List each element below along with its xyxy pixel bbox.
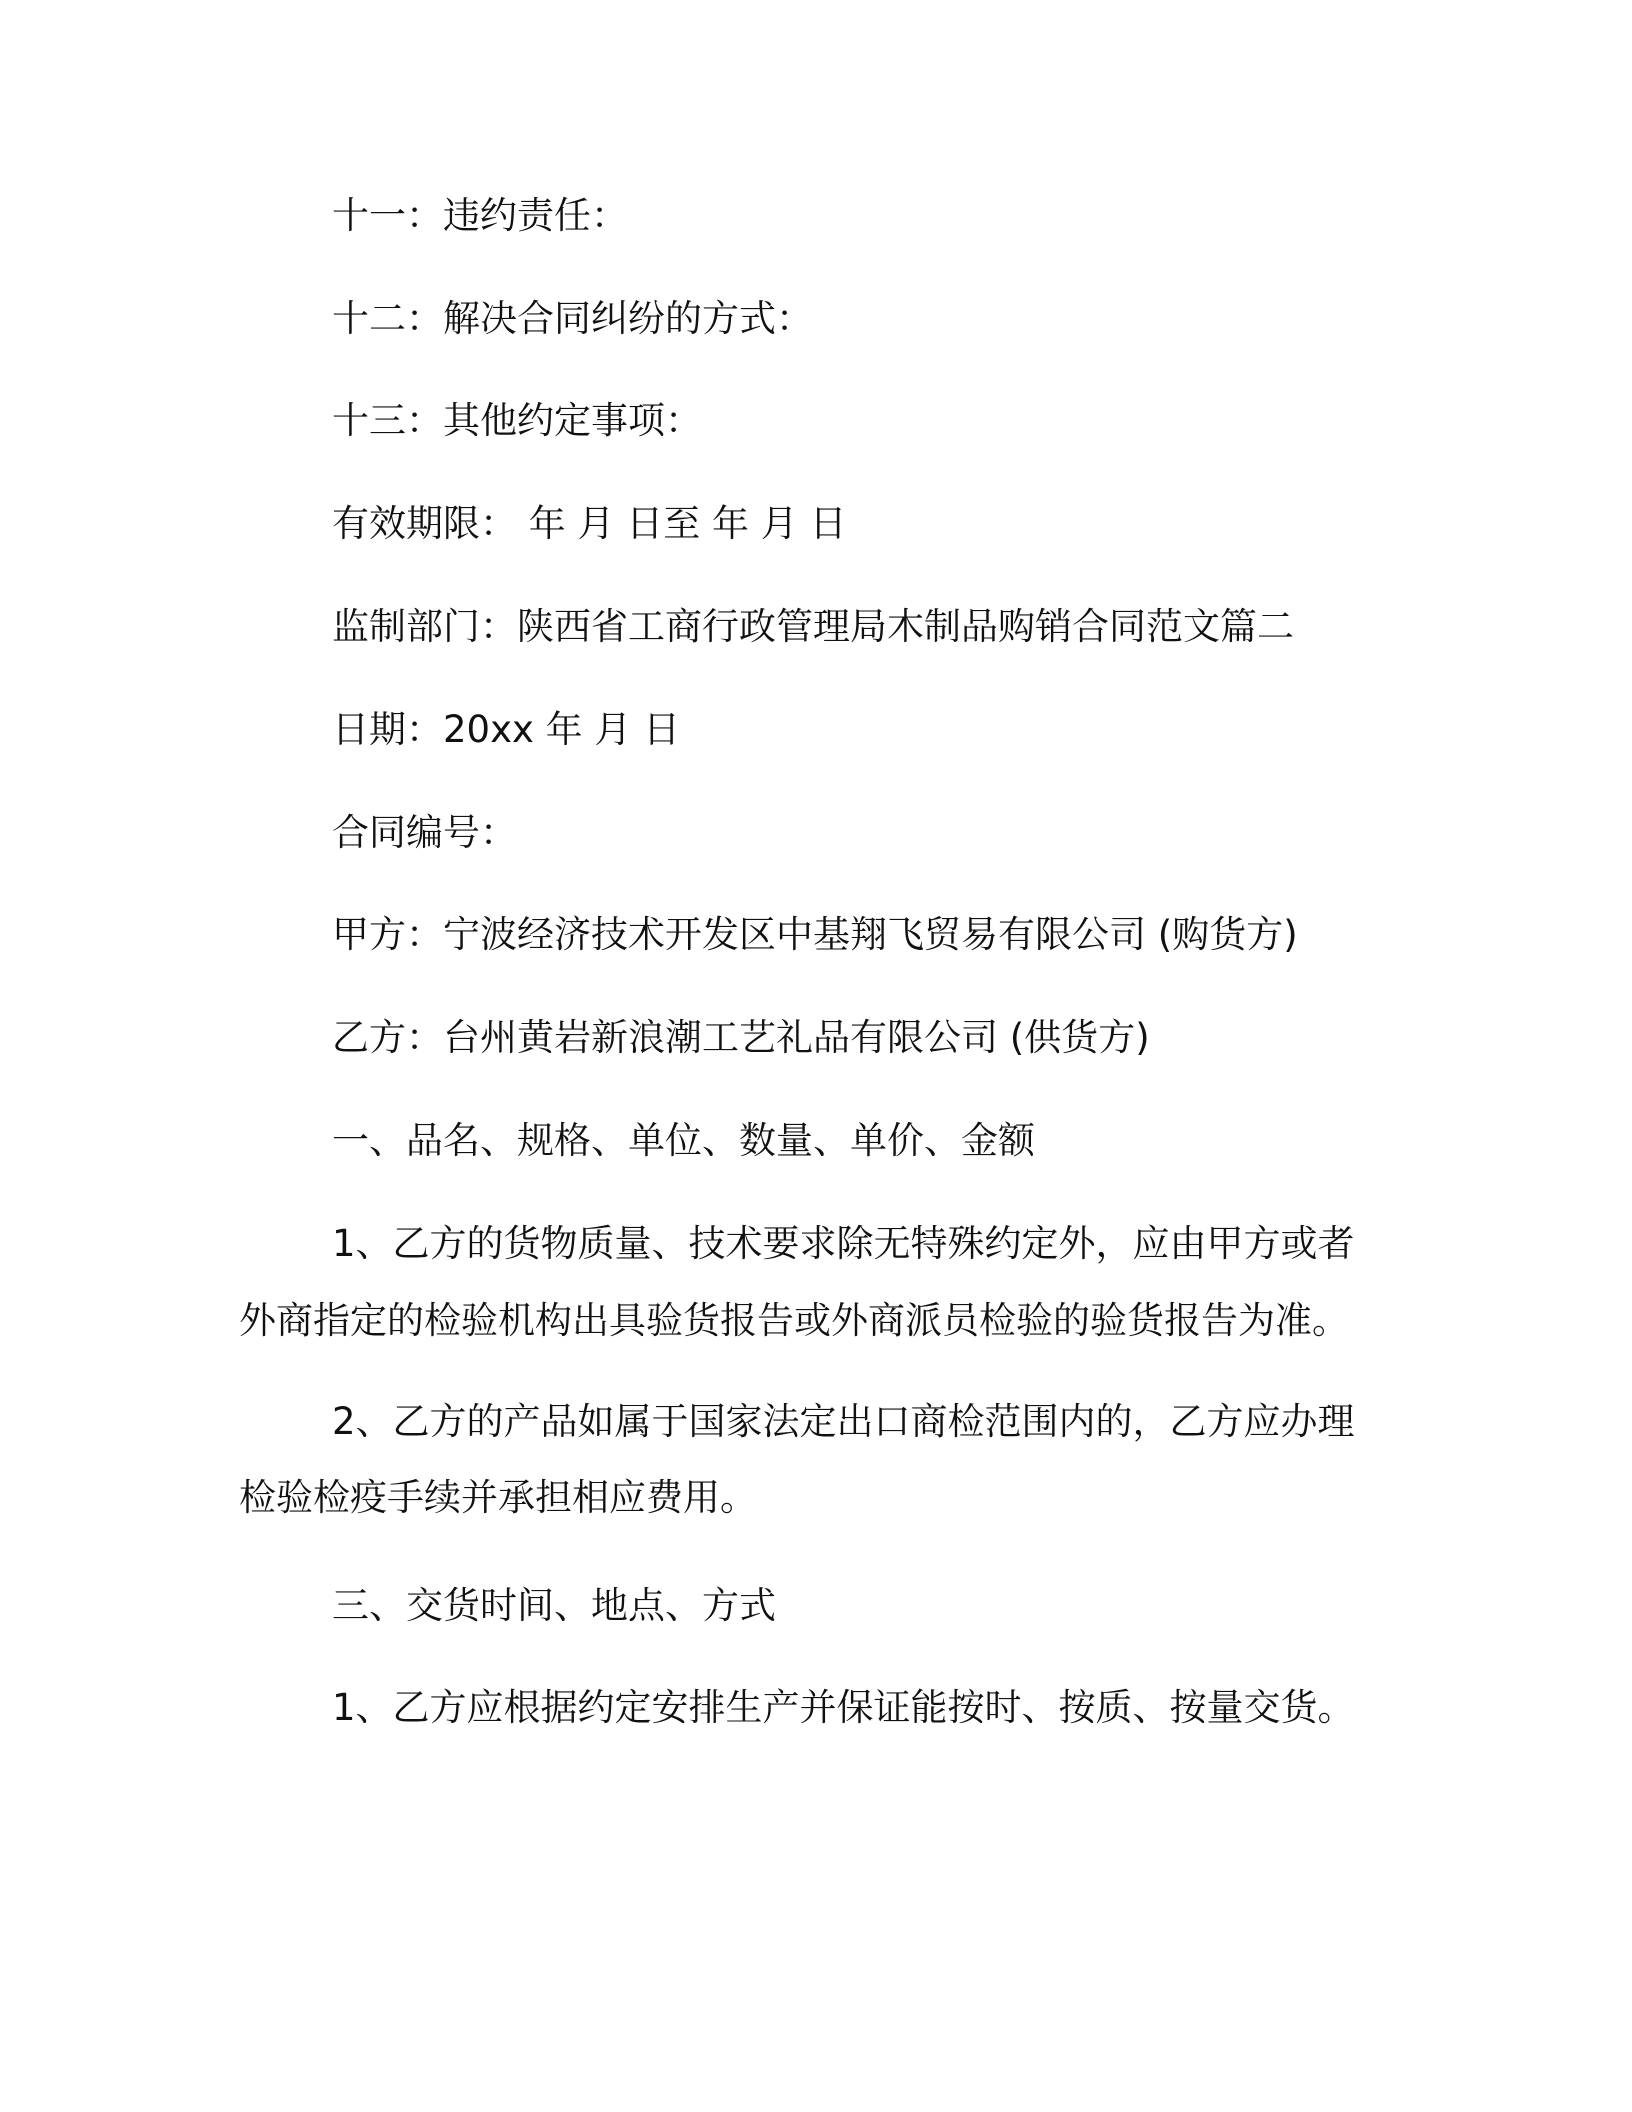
validity-period-line: 有效期限： 年 月 日至 年 月 日 [332, 502, 847, 545]
contract-number-line: 合同编号： [332, 811, 517, 854]
clause-12-heading: 十二：解决合同纠纷的方式： [332, 297, 813, 340]
item-1-paragraph-line-1: 1、乙方的货物质量、技术要求除无特殊约定外，应由甲方或者 [332, 1222, 1355, 1265]
item-2-paragraph-line-1: 2、乙方的产品如属于国家法定出口商检范围内的，乙方应办理 [332, 1400, 1355, 1443]
party-a-line: 甲方：宁波经济技术开发区中基翔飞贸易有限公司 (购货方) [332, 913, 1298, 956]
section-1-heading: 一、品名、规格、单位、数量、单价、金额 [332, 1119, 1035, 1162]
supervising-dept-line: 监制部门：陕西省工商行政管理局木制品购销合同范文篇二 [332, 605, 1294, 648]
party-b-line: 乙方：台州黄岩新浪潮工艺礼品有限公司 (供货方) [332, 1016, 1150, 1059]
clause-11-heading: 十一：违约责任： [332, 194, 628, 237]
date-line: 日期：20xx 年 月 日 [332, 708, 681, 751]
section-3-item-1: 1、乙方应根据约定安排生产并保证能按时、按质、按量交货。 [332, 1686, 1355, 1729]
item-1-paragraph-line-2: 外商指定的检验机构出具验货报告或外商派员检验的验货报告为准。 [239, 1299, 1349, 1342]
section-3-heading: 三、交货时间、地点、方式 [332, 1584, 776, 1627]
clause-13-heading: 十三：其他约定事项： [332, 399, 702, 442]
item-2-paragraph-line-2: 检验检疫手续并承担相应费用。 [239, 1476, 757, 1519]
